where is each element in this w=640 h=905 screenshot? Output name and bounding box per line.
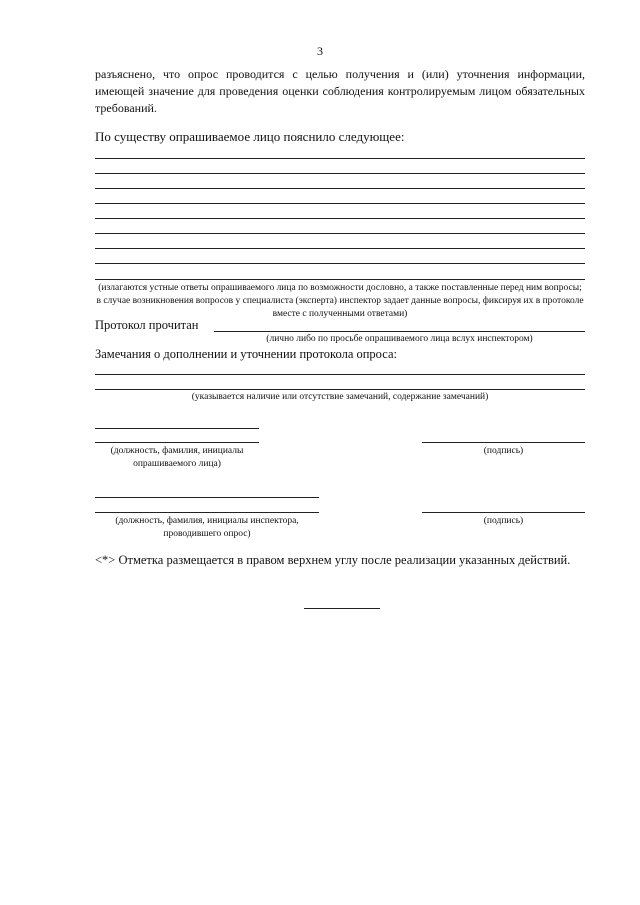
respondent-signature-caption: (подпись)	[483, 446, 524, 456]
answer-line	[95, 173, 585, 174]
explanation-heading: По существу опрашиваемое лицо пояснило следующее:	[95, 129, 405, 144]
inspector-caption-line2: проводившего опрос)	[163, 529, 251, 539]
protocol-read-line	[214, 331, 585, 332]
respondent-caption-line1: (должность, фамилия, инициалы	[110, 446, 244, 456]
respondent-signature-line	[422, 442, 585, 443]
remarks-line	[95, 389, 585, 390]
inspector-name-line	[95, 497, 319, 498]
protocol-read-note: (лично либо по просьбе опрашиваемого лица вслух инспектором)	[266, 334, 533, 344]
answer-line	[95, 218, 585, 219]
footnote: <*> Отметка размещается в правом верхнем углу после реализации указанных действий.	[95, 553, 571, 567]
respondent-name-line	[95, 428, 259, 429]
inspector-signature-caption: (подпись)	[483, 516, 524, 526]
respondent-caption-line2: опрашиваемого лица)	[133, 459, 221, 469]
answer-line	[95, 188, 585, 189]
remarks-label: Замечания о дополнении и уточнении протокола опроса:	[95, 347, 397, 361]
intro-paragraph: разъяснено, что опрос проводится с целью получения и (или) уточнения информации, имеющей значение для проведения оценки соблюдения контролируемым лицом обязательных требований.	[95, 67, 585, 115]
end-separator-line	[304, 608, 380, 609]
answer-line	[95, 158, 585, 159]
answer-line	[95, 279, 585, 280]
answer-line	[95, 203, 585, 204]
page-number: 3	[317, 44, 323, 58]
answer-line	[95, 263, 585, 264]
inspector-signature-line	[422, 512, 585, 513]
answer-line	[95, 233, 585, 234]
inspector-caption-line1: (должность, фамилия, инициалы инспектора,	[115, 516, 299, 526]
answers-note: (излагаются устные ответы опрашиваемого лица по возможности дословно, а также поставленные перед ним вопросы; в случае возникновения вопросов у специалиста (эксперта) инспектор задает данные вопросы, фиксируя их в протоколе вместе с полученными ответами)	[96, 283, 584, 319]
answer-line	[95, 248, 585, 249]
remarks-note: (указывается наличие или отсутствие замечаний, содержание замечаний)	[191, 392, 489, 402]
remarks-line	[95, 374, 585, 375]
respondent-name-line	[95, 442, 259, 443]
inspector-name-line	[95, 512, 319, 513]
protocol-read-label: Протокол прочитан	[95, 318, 199, 332]
